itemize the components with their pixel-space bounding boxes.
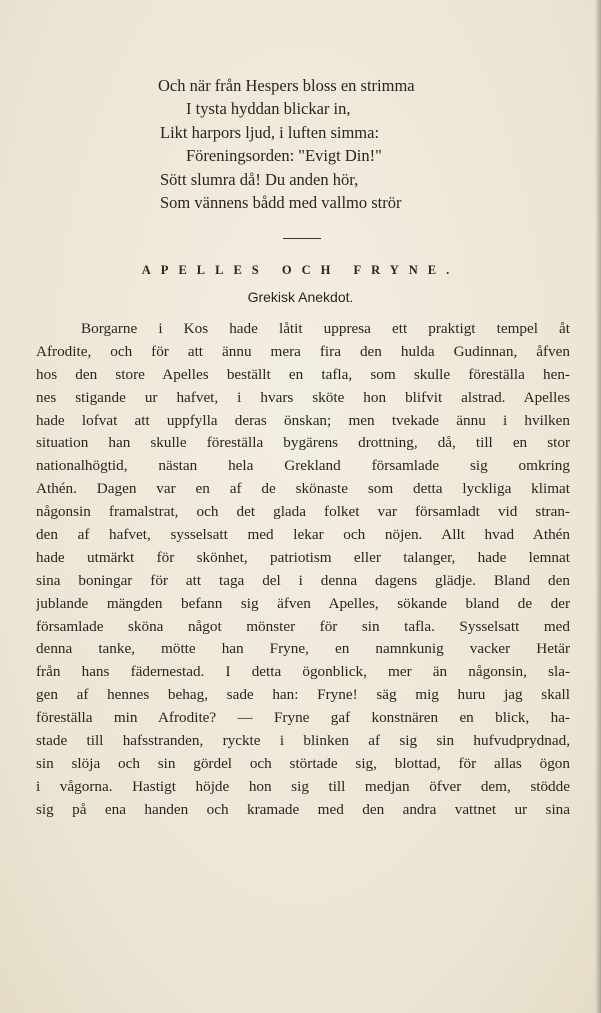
body-line: nationalhögtid, nästan hela Grekland församlade sig omkring [36,457,570,475]
body-line: Afrodite, och för att ännu mera fira den hulda Gudinnan, åfven [36,342,570,360]
body-line: sig på ena handen och kramade med den andra vattnet ur sina [36,800,570,818]
poem-line: Och när från Hespers bloss en strimma [158,76,415,95]
body-line: församlade sköna något mönster för sin tafla. Sysselsatt med [36,617,570,635]
body-line: någonsin framalstrat, och det glada folket var församladt vid stran- [36,503,570,521]
article-body [36,318,570,822]
body-line: hade lofvat att uppfylla deras önskan; men tvekade ännu i hvilken [36,411,570,429]
poem-line: Föreningsorden: "Evigt Din!" [186,146,382,166]
poem-line: Likt harpors ljud, i luften simma: [160,122,380,142]
body-line: stade till hafsstranden, ryckte i blinken af sig sin hufvudprydnad, [36,732,570,750]
poem-line: Sött slumra då! Du anden hör, [160,169,359,189]
poem-stanza [158,74,488,214]
body-line: sina boningar för att taga del i denna dagens glädje. Bland den [36,571,570,589]
body-line: hade utmärkt för skönhet, patriotism eller talanger, hade lemnat [36,548,570,566]
body-line: från hans fädernestad. I detta ögonblick, mer än någonsin, sla- [36,663,570,681]
body-line: jublande mängden befann sig äfven Apelles, sökande bland de der [36,594,570,612]
body-line: föreställa min Afrodite? — Fryne gaf konstnären en blick, ha- [36,709,570,727]
body-line: Athén. Dagen var en af de skönaste som detta lyckliga klimat [36,480,570,498]
poem-line: I tysta hyddan blickar in, [186,99,351,119]
body-line: hos den store Apelles beställt en tafla, som skulle föreställa hen- [36,365,570,383]
section-divider [283,238,321,239]
body-line: sin slöja och sin gördel och störtade sig, blottad, för allas ögon [36,754,570,772]
body-line: nes stigande ur hafvet, i hvars sköte hon blifvit alstrad. Apelles [36,388,570,406]
article-heading: APELLES OCH FRYNE. [141,263,460,277]
body-line: den af hafvet, sysselsatt med lekar och nöjen. Allt hvad Athén [36,526,570,544]
poem-line: Som vännens bådd med vallmo strör [160,193,402,213]
body-line: situation han skulle föreställa bygärens drottning, då, till en stor [36,434,570,452]
body-line: gen af hennes behag, sade han: Fryne! säg mig huru jag skall [36,686,570,704]
body-line: i vågorna. Hastigt höjde hon sig till medjan öfver dem, stödde [36,777,570,795]
body-line: denna tanke, mötte han Fryne, en namnkunig vacker Hetär [36,640,570,658]
body-line: Borgarne i Kos hade låtit uppresa ett praktigt tempel åt [81,320,570,337]
article-subheading: Grekisk Anekdot. [247,289,354,305]
